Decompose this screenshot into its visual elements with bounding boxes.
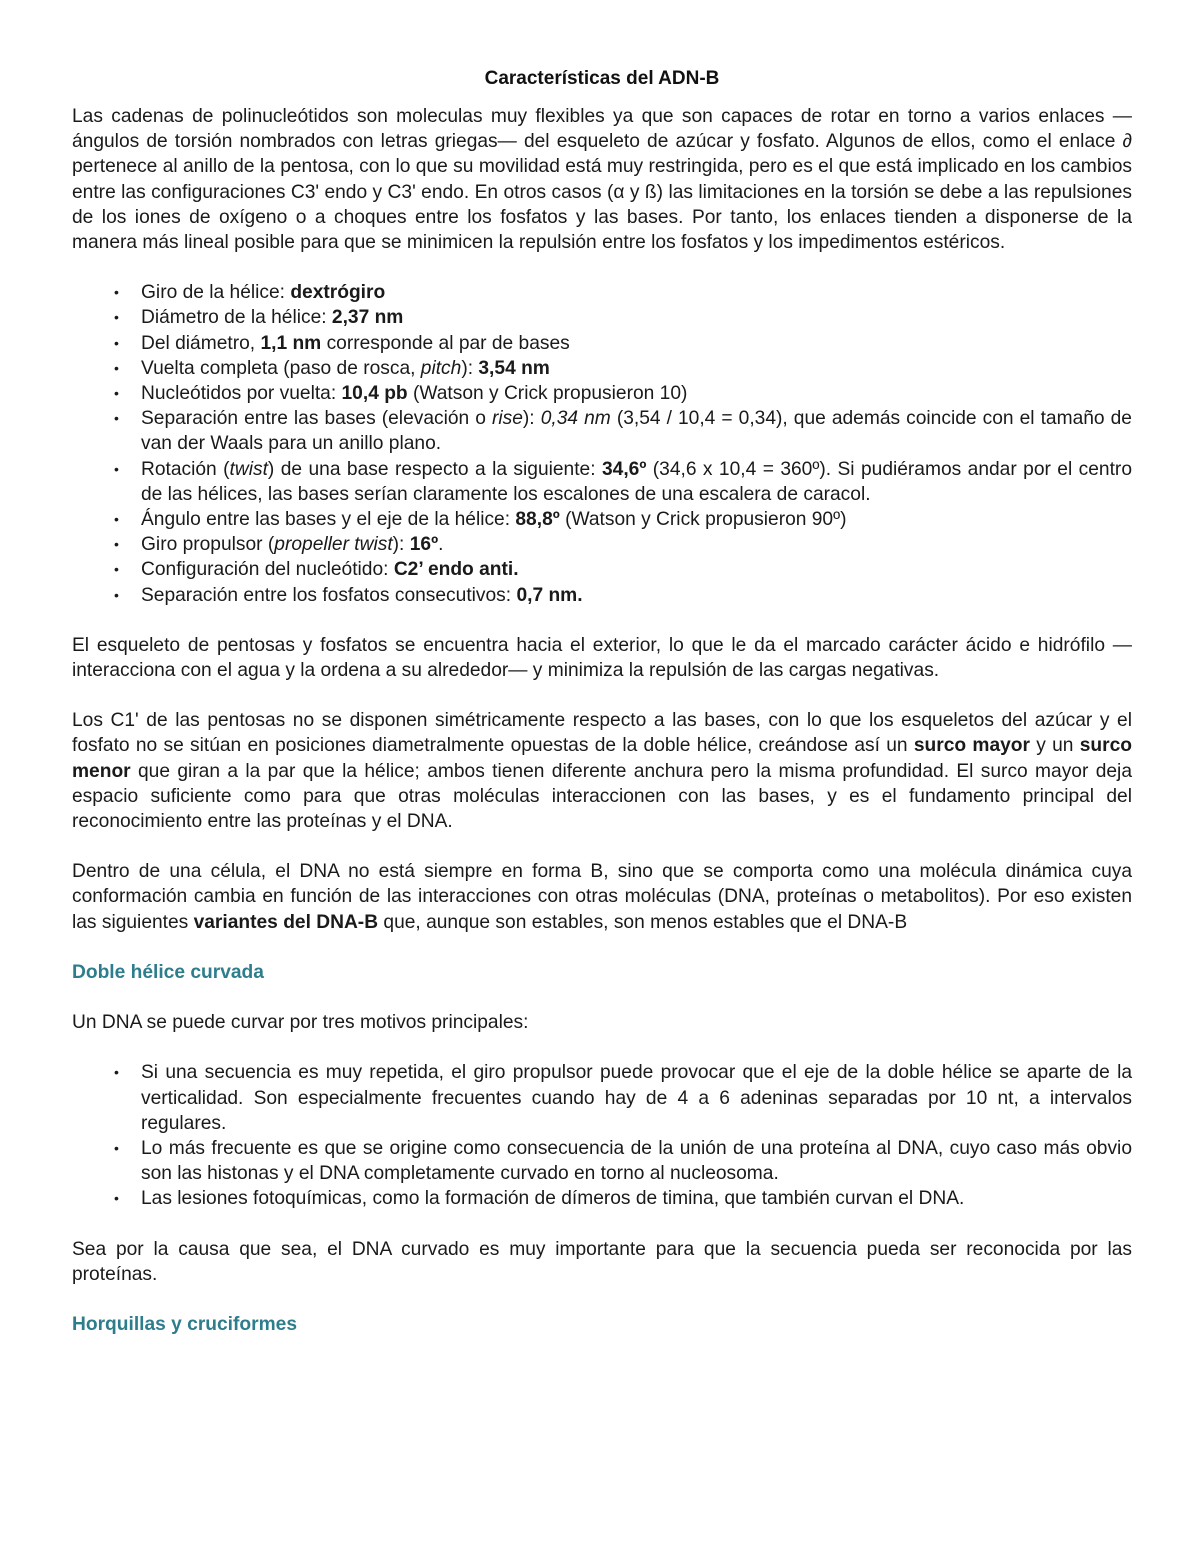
item-text: (Watson y Crick propusieron 90º) <box>559 509 847 531</box>
bullet-icon: • <box>114 536 119 553</box>
item-text: Giro propulsor ( <box>141 534 275 556</box>
minor-groove-term: surco menor <box>72 735 1133 782</box>
section-heading-curved: Doble hélice curvada <box>72 961 264 983</box>
item-text: Ángulo entre las bases y el eje de la hélice: <box>141 509 516 531</box>
grooves-paragraph <box>72 708 1132 834</box>
item-value: 2,37 nm <box>331 307 404 329</box>
section-heading-hairpins: Horquillas y cruciformes <box>72 1313 297 1335</box>
paragraph-text: y un <box>1029 735 1080 757</box>
curved-importance-paragraph: Sea por la causa que sea, el DNA curvado es muy importante para que la secuencia pueda ser reconocida por las proteínas. <box>72 1238 1132 1285</box>
bullet-icon: • <box>114 561 119 578</box>
bullet-icon: • <box>114 460 119 477</box>
list-item <box>114 280 1132 305</box>
paragraph-text: Dentro de una célula, el DNA no está siempre en forma B, sino que se comporta como una molécula dinámica cuya conformación cambia en función de las interacciones con otras moléculas (DNA, proteínas o metabolitos). Por eso existen las siguientes <box>72 861 1132 933</box>
paragraph-text: que, aunque son estables, son menos estables que el DNA-B <box>378 911 908 933</box>
list-item <box>114 532 1132 557</box>
item-text: Vuelta completa (paso de rosca, <box>141 357 421 379</box>
item-text: Las lesiones fotoquímicas, como la formación de dímeros de timina, que también curvan el DNA. <box>141 1188 965 1210</box>
item-text: Lo más frecuente es que se origine como consecuencia de la unión de una proteína al DNA, cuyo caso más obvio son las histonas y el DNA completamente curvado en torno al nucleosoma. <box>141 1137 1132 1185</box>
list-item <box>114 331 1132 356</box>
list-item <box>114 1186 1132 1211</box>
list-item <box>114 305 1132 330</box>
bullet-icon: • <box>114 1064 119 1081</box>
intro-text-1: Las cadenas de polinucleótidos son moleculas muy flexibles ya que son capaces de rotar en torno a varios enlaces —ángulos de torsión nombrados con letras griegas— del esqueleto de azúcar y fosfato. Algunos de ellos, como el enlace <box>72 106 1132 153</box>
item-term: rise <box>492 408 523 430</box>
item-value: 0,7 nm. <box>516 584 583 606</box>
bullet-icon: • <box>114 334 119 351</box>
item-text: (3,54 / 10,4 = 0,34), que además coincide con el tamaño de van der Waals para un anillo plano. <box>141 408 1132 455</box>
item-text: Separación entre las bases (elevación o <box>141 408 492 430</box>
item-text: ): <box>461 357 479 379</box>
item-text: Nucleótidos por vuelta: <box>141 383 342 405</box>
reasons-intro-paragraph: Un DNA se puede curvar por tres motivos principales: <box>72 1012 529 1034</box>
list-item <box>114 507 1132 532</box>
list-item <box>114 457 1132 507</box>
item-text: ): <box>522 408 541 430</box>
item-value: C2’ endo anti. <box>393 559 519 581</box>
major-groove-term: surco mayor <box>913 735 1030 757</box>
item-text: (Watson y Crick propusieron 10) <box>407 383 688 405</box>
intro-paragraph <box>72 104 1132 255</box>
item-text: Del diámetro, <box>141 332 261 354</box>
item-value: 16º <box>409 534 439 556</box>
bullet-icon: • <box>114 410 119 427</box>
paragraph-text: que giran a la par que la hélice; ambos tienen diferente anchura pero la misma profundidad. El surco mayor deja espacio suficiente como para que otras moléculas interaccionen con las bases, y es el fundamento principal del reconocimiento entre las proteínas y el DNA. <box>72 760 1132 833</box>
bullet-icon: • <box>114 1139 119 1156</box>
delta-symbol: ∂ <box>1122 131 1132 153</box>
bullet-icon: • <box>114 385 119 402</box>
item-text: Si una secuencia es muy repetida, el giro propulsor puede provocar que el eje de la doble hélice se aparte de la verticalidad. Son especialmente frecuentes cuando hay de 4 a 6 adeninas separadas por 10 nt, a intervalos regulares. <box>141 1062 1132 1134</box>
list-item <box>114 557 1132 582</box>
item-value: 34,6º <box>601 458 647 480</box>
item-text: (34,6 x 10,4 = 360º). Si pudiéramos andar por el centro de las hélices, las bases serían claramente los escalones de una escalera de caracol. <box>141 458 1132 505</box>
bullet-icon: • <box>114 284 119 301</box>
item-text: Giro de la hélice: <box>141 282 291 304</box>
item-text: ): <box>392 534 410 556</box>
item-text: . <box>438 534 444 556</box>
item-text: Diámetro de la hélice: <box>141 307 332 329</box>
page-title: Características del ADN-B <box>484 68 720 89</box>
item-value: 88,8º <box>515 509 560 531</box>
item-value: 1,1 nm <box>260 332 322 354</box>
list-item <box>114 356 1132 381</box>
item-term: twist <box>229 458 268 480</box>
item-text: Separación entre los fosfatos consecutivos: <box>141 584 517 606</box>
bullet-icon: • <box>114 511 119 528</box>
item-term: propeller twist <box>274 534 393 556</box>
list-item <box>114 1060 1132 1136</box>
item-text: Rotación ( <box>141 458 230 480</box>
item-value: 0,34 nm <box>540 408 611 430</box>
item-text: Configuración del nucleótido: <box>141 559 394 581</box>
paragraph-text: Los C1' de las pentosas no se disponen simétricamente respecto a las bases, con lo que los esqueletos del azúcar y el fosfato no se sitúan en posiciones diametralmente opuestas de la doble hélice, creándose así un <box>72 710 1132 757</box>
reasons-list <box>72 1060 1132 1211</box>
list-item <box>114 1136 1132 1186</box>
item-term: pitch <box>420 357 462 379</box>
intro-text-2: pertenece al anillo de la pentosa, con lo que su movilidad está muy restringida, pero es el que está implicado en los cambios entre las configuraciones C3' endo y C3' endo. En otros casos (α y ß) las limitaciones en la torsión se debe a las repulsiones de los iones de oxígeno o a choques entre los fosfatos y las bases. Por tanto, los enlaces tienden a disponerse de la manera más lineal posible para que se minimicen la repulsión entre los fosfatos y los impedimentos estéricos. <box>72 156 1132 254</box>
item-text: ) de una base respecto a la siguiente: <box>267 458 602 480</box>
properties-list <box>72 280 1132 608</box>
backbone-paragraph: El esqueleto de pentosas y fosfatos se encuentra hacia el exterior, lo que le da el marcado carácter ácido e hidrófilo —interacciona con el agua y la ordena a su alrededor— y minimiza la repulsión de las cargas negativas. <box>72 634 1132 682</box>
item-text: corresponde al par de bases <box>321 332 570 354</box>
variants-paragraph <box>72 859 1132 935</box>
item-value: dextrógiro <box>290 282 386 304</box>
list-item <box>114 406 1132 456</box>
bullet-icon: • <box>114 586 119 603</box>
bullet-icon: • <box>114 1190 119 1207</box>
item-value: 10,4 pb <box>341 383 408 405</box>
bullet-icon: • <box>114 359 119 376</box>
list-item <box>114 583 1132 608</box>
variants-term: variantes del DNA-B <box>193 911 379 933</box>
bullet-icon: • <box>114 309 119 326</box>
document-body <box>72 68 1132 1362</box>
item-value: 3,54 nm <box>478 357 550 379</box>
list-item <box>114 381 1132 406</box>
